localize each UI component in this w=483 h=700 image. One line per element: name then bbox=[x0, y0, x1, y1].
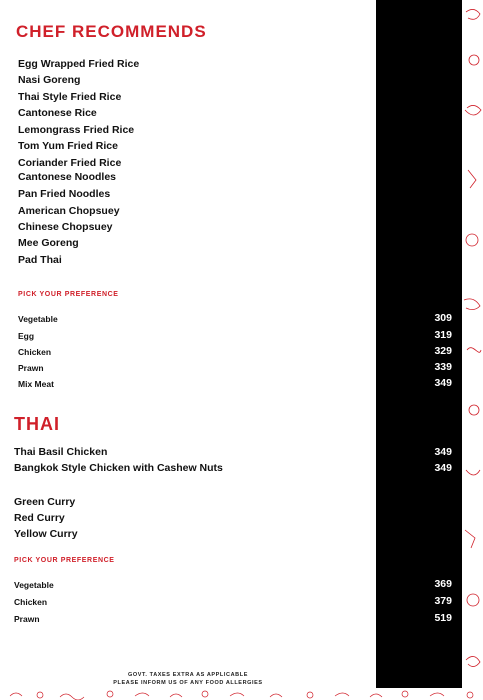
menu-item: Thai Basil Chicken bbox=[14, 446, 108, 458]
menu-item: Pan Fried Noodles bbox=[18, 188, 111, 200]
menu-item: Chinese Chopsuey bbox=[18, 221, 113, 233]
menu-item: Bangkok Style Chicken with Cashew Nuts bbox=[14, 462, 223, 474]
menu-item: Pad Thai bbox=[18, 254, 62, 266]
price-value: 379 bbox=[434, 595, 452, 607]
menu-item: Lemongrass Fried Rice bbox=[18, 124, 135, 136]
menu-item: Mee Goreng bbox=[18, 237, 79, 249]
preference-option: Chicken bbox=[18, 347, 52, 357]
menu-item: Nasi Goreng bbox=[18, 74, 81, 86]
price-value: 519 bbox=[434, 612, 452, 624]
section-title-thai: THAI bbox=[14, 414, 60, 434]
price-value: 329 bbox=[434, 345, 452, 357]
footer-taxes-note: GOVT. TAXES EXTRA AS APPLICABLE bbox=[128, 672, 248, 678]
decorative-doodle-footer bbox=[0, 688, 483, 700]
menu-item: Coriander Fried Rice bbox=[18, 157, 122, 169]
menu-item: Thai Style Fried Rice bbox=[18, 91, 122, 103]
preference-heading: PICK YOUR PREFERENCE bbox=[18, 291, 119, 298]
preference-heading: PICK YOUR PREFERENCE bbox=[14, 557, 115, 564]
price-value: 319 bbox=[434, 329, 452, 341]
menu-item: Green Curry bbox=[14, 496, 76, 508]
section-title-chef-recommends: CHEF RECOMMENDS bbox=[16, 22, 207, 41]
preference-option: Egg bbox=[18, 331, 35, 341]
menu-item: Yellow Curry bbox=[14, 528, 78, 540]
menu-item: Red Curry bbox=[14, 512, 65, 524]
price-value: 309 bbox=[434, 312, 452, 324]
preference-option: Mix Meat bbox=[18, 379, 54, 389]
price-value: 369 bbox=[434, 578, 452, 590]
price-value: 349 bbox=[434, 446, 452, 458]
preference-option: Prawn bbox=[18, 363, 44, 373]
preference-option: Prawn bbox=[14, 614, 40, 624]
decorative-doodle-border bbox=[462, 0, 483, 700]
menu-item: American Chopsuey bbox=[18, 205, 120, 217]
price-value: 339 bbox=[434, 361, 452, 373]
preference-option: Chicken bbox=[14, 597, 48, 607]
footer-allergy-note: PLEASE INFORM US OF ANY FOOD ALLERGIES bbox=[113, 680, 263, 686]
price-value: 349 bbox=[434, 462, 452, 474]
menu-item: Cantonese Rice bbox=[18, 107, 97, 119]
preference-option: Vegetable bbox=[18, 314, 58, 324]
menu-item: Tom Yum Fried Rice bbox=[18, 140, 118, 152]
menu-item: Egg Wrapped Fried Rice bbox=[18, 58, 140, 70]
menu-item: Cantonese Noodles bbox=[18, 171, 117, 183]
preference-option: Vegetable bbox=[14, 580, 54, 590]
price-value: 349 bbox=[434, 377, 452, 389]
